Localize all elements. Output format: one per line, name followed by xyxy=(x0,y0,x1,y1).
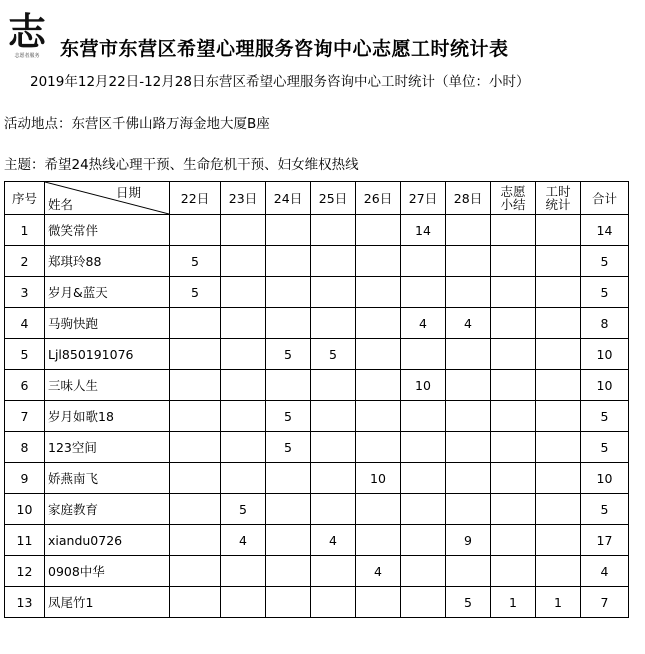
cell-d25 xyxy=(311,277,356,308)
header-d22: 22日 xyxy=(170,182,221,215)
cell-d22: 5 xyxy=(170,246,221,277)
cell-volunteer-summary xyxy=(491,401,536,432)
page-title: 东营市东营区希望心理服务咨询中心志愿工时统计表 xyxy=(60,38,509,60)
cell-d26 xyxy=(356,494,401,525)
cell-work-hours xyxy=(536,370,581,401)
cell-volunteer-summary xyxy=(491,432,536,463)
cell-d25 xyxy=(311,494,356,525)
cell-d26 xyxy=(356,277,401,308)
table-row xyxy=(5,463,629,494)
cell-index: 13 xyxy=(5,587,45,618)
cell-d28 xyxy=(446,370,491,401)
cell-d26 xyxy=(356,587,401,618)
cell-d22 xyxy=(170,370,221,401)
header-d24: 24日 xyxy=(266,182,311,215)
cell-d28: 4 xyxy=(446,308,491,339)
cell-d26 xyxy=(356,525,401,556)
header-d27: 27日 xyxy=(401,182,446,215)
cell-d26 xyxy=(356,370,401,401)
cell-name: 郑琪玲88 xyxy=(45,246,170,277)
cell-d27 xyxy=(401,432,446,463)
cell-work-hours xyxy=(536,401,581,432)
cell-volunteer-summary xyxy=(491,246,536,277)
cell-work-hours xyxy=(536,339,581,370)
cell-d25 xyxy=(311,432,356,463)
cell-d28 xyxy=(446,339,491,370)
cell-index: 1 xyxy=(5,215,45,246)
cell-d27: 14 xyxy=(401,215,446,246)
cell-name: 马驹快跑 xyxy=(45,308,170,339)
logo-caption: 志愿者服务 xyxy=(14,53,40,59)
cell-d27: 4 xyxy=(401,308,446,339)
table-row xyxy=(5,494,629,525)
hours-table xyxy=(4,181,629,618)
cell-index: 10 xyxy=(5,494,45,525)
cell-total: 10 xyxy=(581,463,629,494)
cell-total: 10 xyxy=(581,370,629,401)
table-body xyxy=(5,215,629,618)
cell-d23 xyxy=(221,556,266,587)
cell-d22 xyxy=(170,339,221,370)
cell-index: 4 xyxy=(5,308,45,339)
cell-volunteer-summary xyxy=(491,556,536,587)
cell-volunteer-summary: 1 xyxy=(491,587,536,618)
cell-index: 3 xyxy=(5,277,45,308)
cell-d24 xyxy=(266,556,311,587)
cell-d26 xyxy=(356,401,401,432)
table-row xyxy=(5,401,629,432)
cell-d23: 4 xyxy=(221,525,266,556)
cell-d24: 5 xyxy=(266,432,311,463)
table-row xyxy=(5,277,629,308)
table-row xyxy=(5,308,629,339)
cell-d23 xyxy=(221,463,266,494)
cell-d28 xyxy=(446,463,491,494)
logo-glyph: 志 xyxy=(7,9,46,54)
cell-name: 家庭教育 xyxy=(45,494,170,525)
cell-d26 xyxy=(356,215,401,246)
cell-total: 5 xyxy=(581,432,629,463)
cell-work-hours: 1 xyxy=(536,587,581,618)
cell-d24 xyxy=(266,277,311,308)
cell-d28 xyxy=(446,401,491,432)
cell-index: 6 xyxy=(5,370,45,401)
header-d23: 23日 xyxy=(221,182,266,215)
cell-index: 7 xyxy=(5,401,45,432)
cell-d24 xyxy=(266,308,311,339)
activity-theme: 主题：希望24热线心理干预、生命危机干预、妇女维权热线 xyxy=(4,157,359,173)
header-d25: 25日 xyxy=(311,182,356,215)
cell-name: 凤尾竹1 xyxy=(45,587,170,618)
cell-name: Ljl850191076 xyxy=(45,339,170,370)
cell-volunteer-summary xyxy=(491,463,536,494)
cell-index: 2 xyxy=(5,246,45,277)
cell-name: 岁月&蓝天 xyxy=(45,277,170,308)
cell-d25 xyxy=(311,587,356,618)
cell-d23 xyxy=(221,215,266,246)
cell-d22 xyxy=(170,463,221,494)
cell-d22 xyxy=(170,432,221,463)
cell-total: 5 xyxy=(581,246,629,277)
cell-d26 xyxy=(356,308,401,339)
cell-d26 xyxy=(356,339,401,370)
cell-d25: 4 xyxy=(311,525,356,556)
cell-d28 xyxy=(446,277,491,308)
cell-d22 xyxy=(170,215,221,246)
table-row xyxy=(5,246,629,277)
cell-d23 xyxy=(221,401,266,432)
cell-d24 xyxy=(266,215,311,246)
cell-d22 xyxy=(170,525,221,556)
cell-d28 xyxy=(446,556,491,587)
cell-work-hours xyxy=(536,556,581,587)
activity-location: 活动地点：东营区千佛山路万海金地大厦B座 xyxy=(4,116,270,132)
cell-index: 11 xyxy=(5,525,45,556)
cell-volunteer-summary xyxy=(491,494,536,525)
logo xyxy=(4,9,50,62)
cell-total: 10 xyxy=(581,339,629,370)
cell-d25 xyxy=(311,401,356,432)
header-name-label: 姓名 xyxy=(48,197,74,212)
cell-work-hours xyxy=(536,463,581,494)
cell-volunteer-summary xyxy=(491,215,536,246)
cell-d23 xyxy=(221,370,266,401)
cell-d27 xyxy=(401,463,446,494)
cell-d22 xyxy=(170,401,221,432)
cell-total: 5 xyxy=(581,277,629,308)
cell-d26 xyxy=(356,246,401,277)
cell-volunteer-summary xyxy=(491,525,536,556)
cell-total: 17 xyxy=(581,525,629,556)
cell-d24: 5 xyxy=(266,401,311,432)
cell-d25 xyxy=(311,463,356,494)
cell-volunteer-summary xyxy=(491,277,536,308)
cell-work-hours xyxy=(536,246,581,277)
header-date-label: 日期 xyxy=(115,185,141,200)
cell-index: 12 xyxy=(5,556,45,587)
cell-work-hours xyxy=(536,277,581,308)
cell-index: 8 xyxy=(5,432,45,463)
cell-d27: 10 xyxy=(401,370,446,401)
cell-d24 xyxy=(266,525,311,556)
header-d26: 26日 xyxy=(356,182,401,215)
cell-total: 8 xyxy=(581,308,629,339)
cell-volunteer-summary xyxy=(491,370,536,401)
cell-d28 xyxy=(446,246,491,277)
cell-d26: 10 xyxy=(356,463,401,494)
header-work-hours xyxy=(536,182,581,215)
cell-d26: 4 xyxy=(356,556,401,587)
cell-d23: 5 xyxy=(221,494,266,525)
cell-d23 xyxy=(221,339,266,370)
cell-d24: 5 xyxy=(266,339,311,370)
cell-total: 4 xyxy=(581,556,629,587)
cell-d22 xyxy=(170,494,221,525)
table-row xyxy=(5,370,629,401)
cell-d24 xyxy=(266,587,311,618)
page-subtitle: 2019年12月22日-12月28日东营区希望心理服务咨询中心工时统计（单位：小时） xyxy=(30,74,530,90)
cell-d24 xyxy=(266,246,311,277)
table-row xyxy=(5,556,629,587)
cell-d28: 9 xyxy=(446,525,491,556)
cell-d22 xyxy=(170,587,221,618)
cell-d27 xyxy=(401,556,446,587)
table-row xyxy=(5,432,629,463)
header-work-line2: 统计 xyxy=(545,197,571,212)
header-volunteer-summary xyxy=(491,182,536,215)
cell-work-hours xyxy=(536,308,581,339)
cell-work-hours xyxy=(536,215,581,246)
cell-d24 xyxy=(266,494,311,525)
cell-total: 5 xyxy=(581,401,629,432)
cell-name: xiandu0726 xyxy=(45,525,170,556)
header-total: 合计 xyxy=(581,182,629,215)
cell-name: 三味人生 xyxy=(45,370,170,401)
table-row xyxy=(5,215,629,246)
cell-d25: 5 xyxy=(311,339,356,370)
cell-volunteer-summary xyxy=(491,308,536,339)
cell-d25 xyxy=(311,215,356,246)
cell-d22 xyxy=(170,308,221,339)
cell-d27 xyxy=(401,587,446,618)
cell-d23 xyxy=(221,246,266,277)
header-work-line1: 工时 xyxy=(545,184,571,199)
cell-d25 xyxy=(311,246,356,277)
cell-d27 xyxy=(401,339,446,370)
cell-d28 xyxy=(446,432,491,463)
header-index: 序号 xyxy=(5,182,45,215)
cell-d23 xyxy=(221,587,266,618)
cell-index: 9 xyxy=(5,463,45,494)
cell-d24 xyxy=(266,463,311,494)
cell-d27 xyxy=(401,246,446,277)
cell-d27 xyxy=(401,494,446,525)
cell-name: 123空间 xyxy=(45,432,170,463)
cell-d25 xyxy=(311,556,356,587)
cell-name: 岁月如歌18 xyxy=(45,401,170,432)
cell-index: 5 xyxy=(5,339,45,370)
cell-d22: 5 xyxy=(170,277,221,308)
cell-d28: 5 xyxy=(446,587,491,618)
cell-name: 微笑常伴 xyxy=(45,215,170,246)
cell-d23 xyxy=(221,277,266,308)
table-row xyxy=(5,339,629,370)
header-vol-line1: 志愿 xyxy=(500,184,526,199)
cell-d25 xyxy=(311,370,356,401)
cell-d25 xyxy=(311,308,356,339)
cell-d24 xyxy=(266,370,311,401)
cell-name: 0908中华 xyxy=(45,556,170,587)
cell-name: 娇燕南飞 xyxy=(45,463,170,494)
header-vol-line2: 小结 xyxy=(500,197,526,212)
cell-d23 xyxy=(221,308,266,339)
header-date-name xyxy=(45,182,170,215)
cell-d26 xyxy=(356,432,401,463)
table-header-row xyxy=(5,182,629,215)
cell-total: 5 xyxy=(581,494,629,525)
cell-work-hours xyxy=(536,494,581,525)
cell-work-hours xyxy=(536,525,581,556)
cell-d27 xyxy=(401,277,446,308)
cell-total: 7 xyxy=(581,587,629,618)
cell-d23 xyxy=(221,432,266,463)
cell-d27 xyxy=(401,401,446,432)
table-row xyxy=(5,587,629,618)
table-row xyxy=(5,525,629,556)
cell-volunteer-summary xyxy=(491,339,536,370)
cell-d22 xyxy=(170,556,221,587)
header-d28: 28日 xyxy=(446,182,491,215)
cell-d28 xyxy=(446,215,491,246)
cell-d28 xyxy=(446,494,491,525)
cell-d27 xyxy=(401,525,446,556)
cell-work-hours xyxy=(536,432,581,463)
cell-total: 14 xyxy=(581,215,629,246)
